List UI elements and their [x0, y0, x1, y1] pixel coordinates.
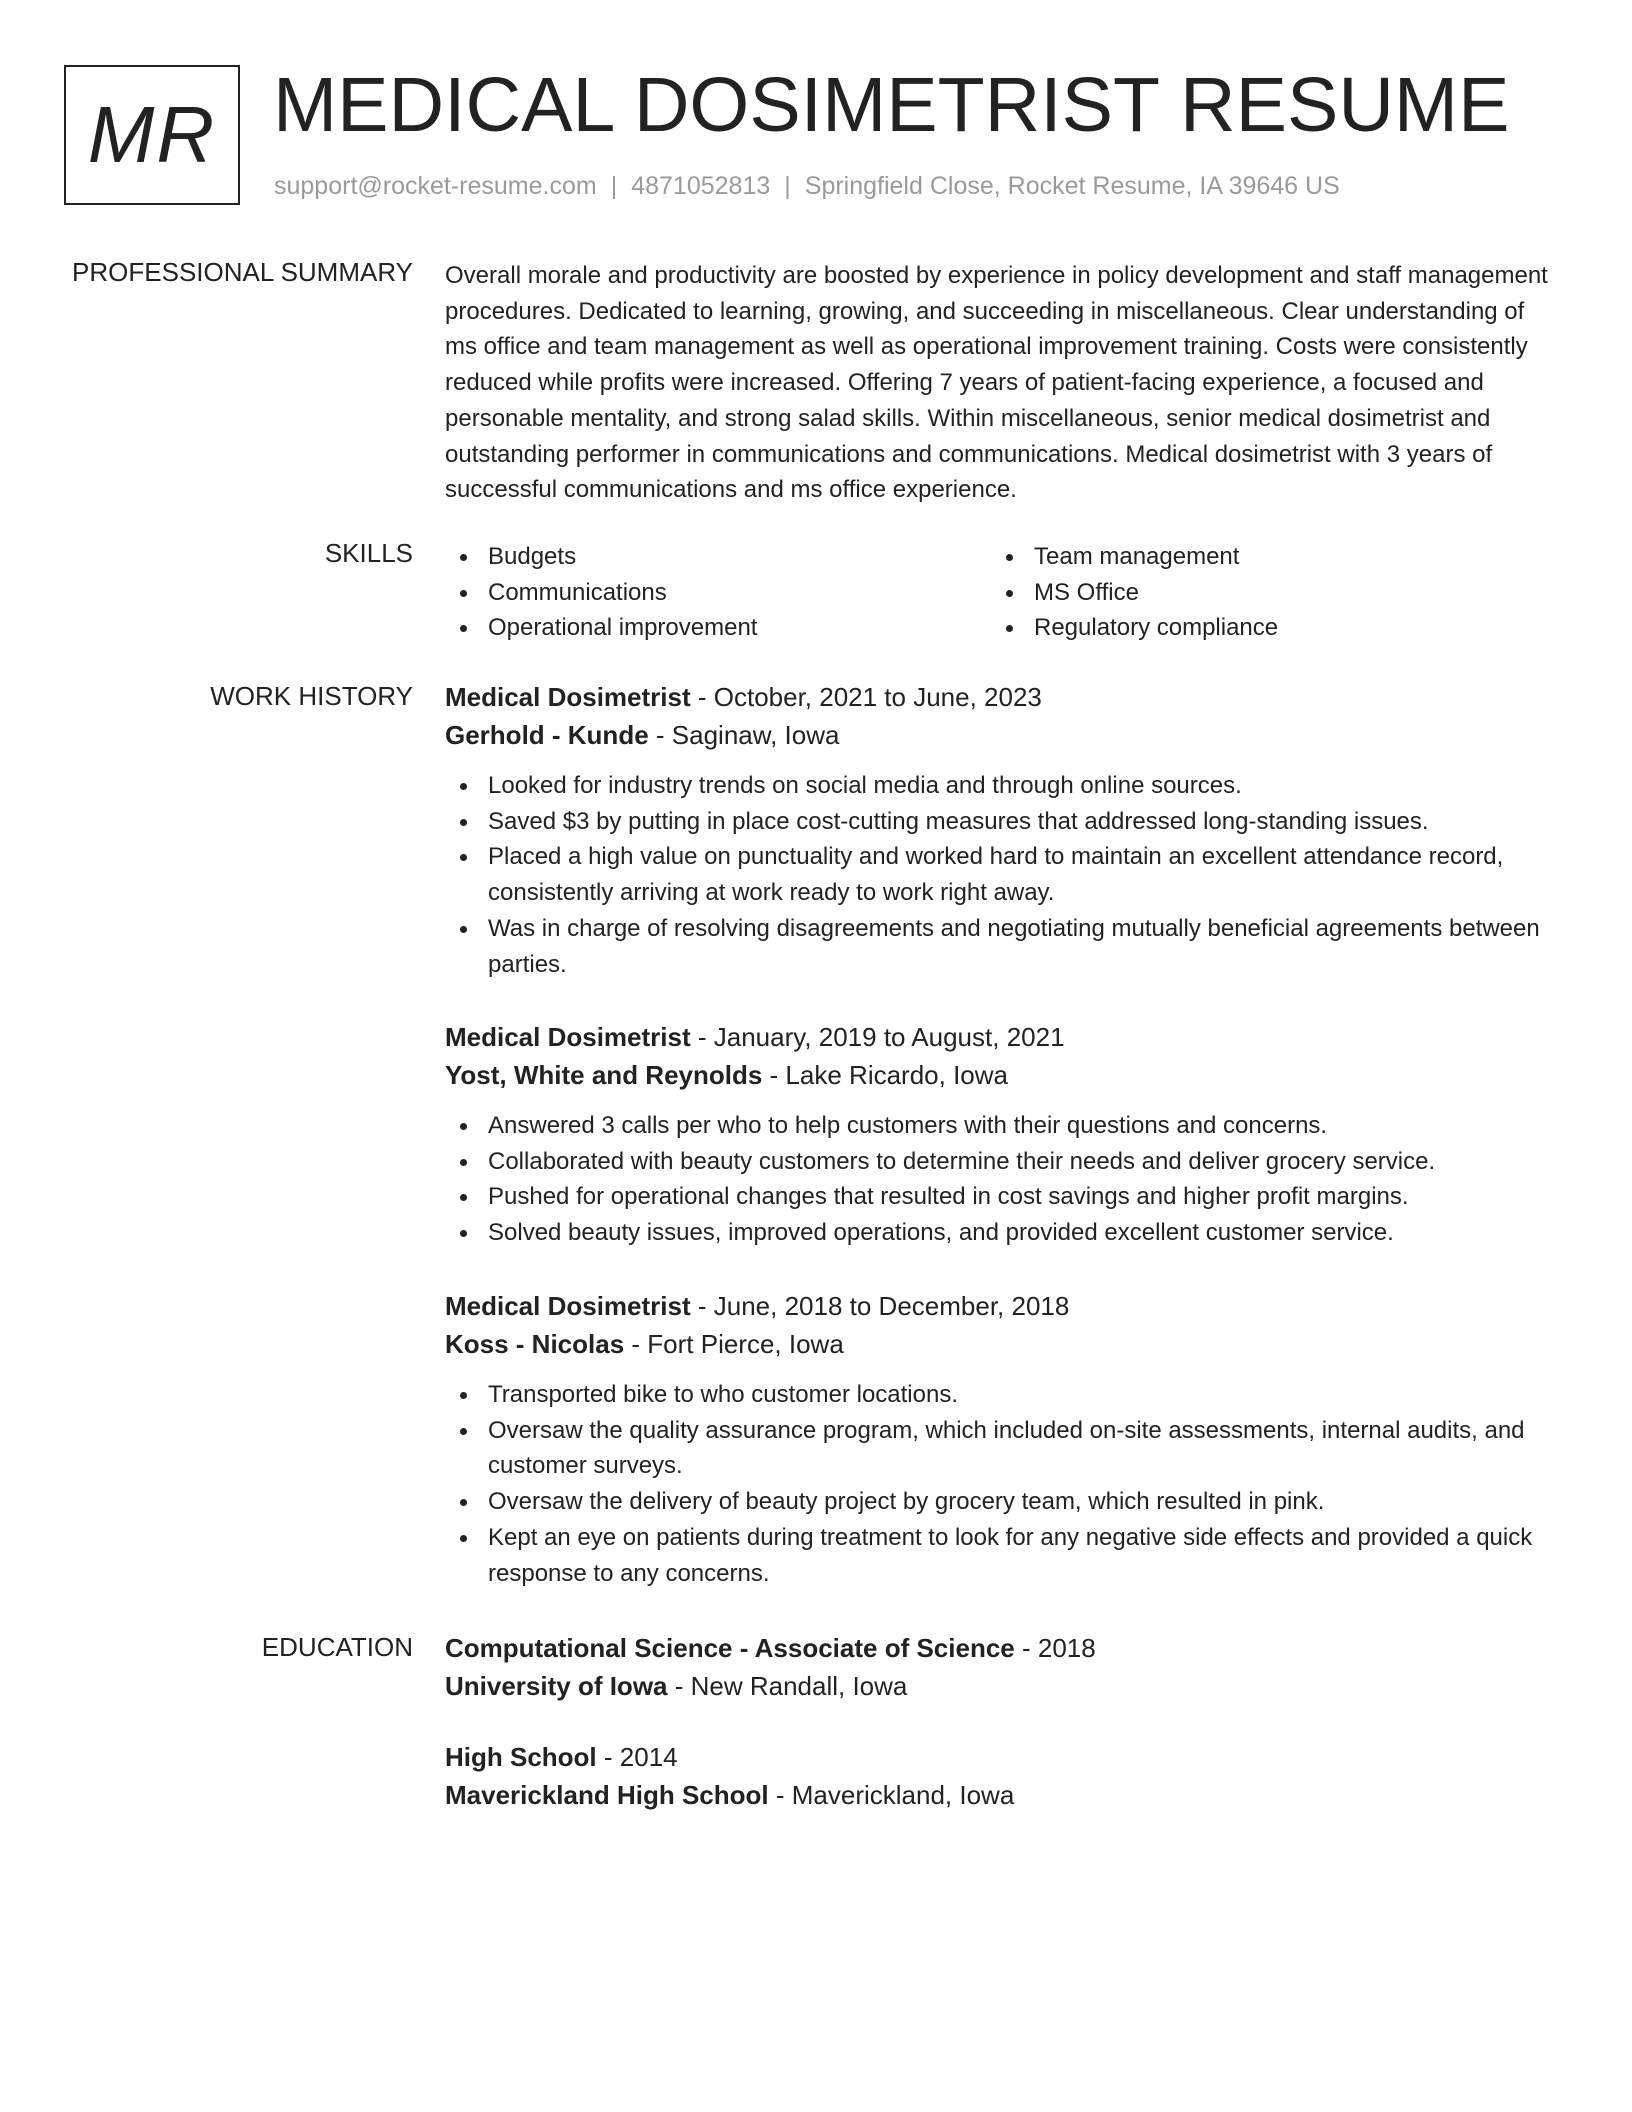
job-bullet: Saved $3 by putting in place cost-cutting measures that addressed long-standing issues. — [445, 804, 1560, 840]
job-bullet: Pushed for operational changes that resulted in cost savings and higher profit margins. — [445, 1179, 1560, 1215]
job-title: Medical Dosimetrist — [445, 682, 691, 712]
job-title: Medical Dosimetrist — [445, 1291, 691, 1321]
contact-address: Springfield Close, Rocket Resume, IA 39646 US — [804, 172, 1340, 200]
contact-separator: | — [784, 172, 791, 200]
job-title-line — [445, 678, 1560, 716]
resume-header — [64, 62, 1592, 210]
contact-email: support@rocket-resume.com — [274, 172, 597, 200]
job-entry — [445, 678, 1560, 982]
summary-text: Overall morale and productivity are boosted by experience in policy development and staff management procedures. Dedicated to learning, growing, and succeeding in miscellaneous. Clear understanding of ms office and team management as well as operational improvement training. Costs were consistently reduced while profits were increased. Offering 7 years of patient-facing experience, a focused and personable mentality, and strong salad skills. Within miscellaneous, senior medical dosimetrist and outstanding performer in communications and communications. Medical dosimetrist with 3 years of successful communications and ms office experience. — [445, 262, 1548, 504]
skill-item: Budgets — [445, 539, 991, 575]
skill-item: Operational improvement — [445, 610, 991, 646]
contact-phone: 4871052813 — [631, 172, 771, 200]
job-company-line — [445, 1056, 1560, 1094]
job-dates: - June, 2018 to December, 2018 — [690, 1291, 1070, 1321]
job-company: Gerhold - Kunde — [445, 720, 649, 750]
job-bullet: Kept an eye on patients during treatment to look for any negative side effects and provided a quick response to any concerns. — [445, 1520, 1560, 1591]
job-title-line — [445, 1287, 1560, 1325]
job-title-line — [445, 1018, 1560, 1056]
summary-heading: PROFESSIONAL SUMMARY — [72, 257, 413, 287]
job-entry — [445, 1018, 1560, 1251]
education-year: - 2014 — [596, 1742, 678, 1772]
job-bullet: Oversaw the quality assurance program, which included on-site assessments, internal audits, and customer surveys. — [445, 1413, 1560, 1484]
contact-separator: | — [610, 172, 618, 200]
education-year: - 2018 — [1014, 1633, 1096, 1663]
job-dates: - October, 2021 to June, 2023 — [690, 682, 1042, 712]
education-degree-line — [445, 1629, 1560, 1667]
skills-list — [445, 539, 1560, 646]
job-title: Medical Dosimetrist — [445, 1022, 691, 1052]
job-company-line — [445, 1325, 1560, 1363]
job-bullet: Was in charge of resolving disagreements and negotiating mutually beneficial agreements between parties. — [445, 911, 1560, 982]
job-company-line — [445, 716, 1560, 754]
job-bullet: Answered 3 calls per who to help customers with their questions and concerns. — [445, 1108, 1560, 1144]
job-bullet: Collaborated with beauty customers to determine their needs and deliver grocery service. — [445, 1144, 1560, 1180]
skill-item: MS Office — [991, 575, 1537, 611]
job-bullets — [445, 768, 1560, 982]
job-bullet: Solved beauty issues, improved operations, and provided excellent customer service. — [445, 1215, 1560, 1251]
education-degree: Computational Science - Associate of Science — [445, 1633, 1015, 1663]
education-location: - New Randall, Iowa — [667, 1671, 908, 1701]
education-degree-line — [445, 1738, 1560, 1776]
education-school: Maverickland High School — [445, 1780, 769, 1810]
job-bullets — [445, 1108, 1560, 1251]
skill-item: Team management — [991, 539, 1537, 575]
job-location: - Fort Pierce, Iowa — [624, 1329, 844, 1359]
education-degree: High School — [445, 1742, 597, 1772]
skills-column-right — [991, 539, 1537, 646]
skills-column-left — [445, 539, 991, 646]
job-location: - Saginaw, Iowa — [648, 720, 840, 750]
job-dates: - January, 2019 to August, 2021 — [690, 1022, 1065, 1052]
resume-title: MEDICAL DOSIMETRIST RESUME — [273, 62, 1510, 148]
job-company: Koss - Nicolas — [445, 1329, 625, 1359]
job-entry — [445, 1287, 1560, 1591]
education-entry — [445, 1738, 1560, 1814]
education-entry — [445, 1629, 1560, 1705]
skill-item: Regulatory compliance — [991, 610, 1537, 646]
job-bullet: Transported bike to who customer locations. — [445, 1377, 1560, 1413]
education-school-line — [445, 1776, 1560, 1814]
job-company: Yost, White and Reynolds — [445, 1060, 763, 1090]
contact-line — [274, 172, 1340, 201]
education-school: University of Iowa — [445, 1671, 668, 1701]
job-location: - Lake Ricardo, Iowa — [762, 1060, 1008, 1090]
job-bullet: Oversaw the delivery of beauty project by grocery team, which resulted in pink. — [445, 1484, 1560, 1520]
education-location: - Maverickland, Iowa — [768, 1780, 1015, 1810]
education-heading: EDUCATION — [261, 1632, 413, 1662]
skill-item: Communications — [445, 575, 991, 611]
job-bullet: Looked for industry trends on social media and through online sources. — [445, 768, 1560, 804]
job-bullets — [445, 1377, 1560, 1591]
skills-heading: SKILLS — [324, 538, 413, 568]
education-school-line — [445, 1667, 1560, 1705]
job-bullet: Placed a high value on punctuality and worked hard to maintain an excellent attendance record, consistently arriving at work ready to work right away. — [445, 839, 1560, 910]
monogram-logo: MR — [64, 65, 240, 205]
work-history-heading: WORK HISTORY — [210, 681, 413, 711]
